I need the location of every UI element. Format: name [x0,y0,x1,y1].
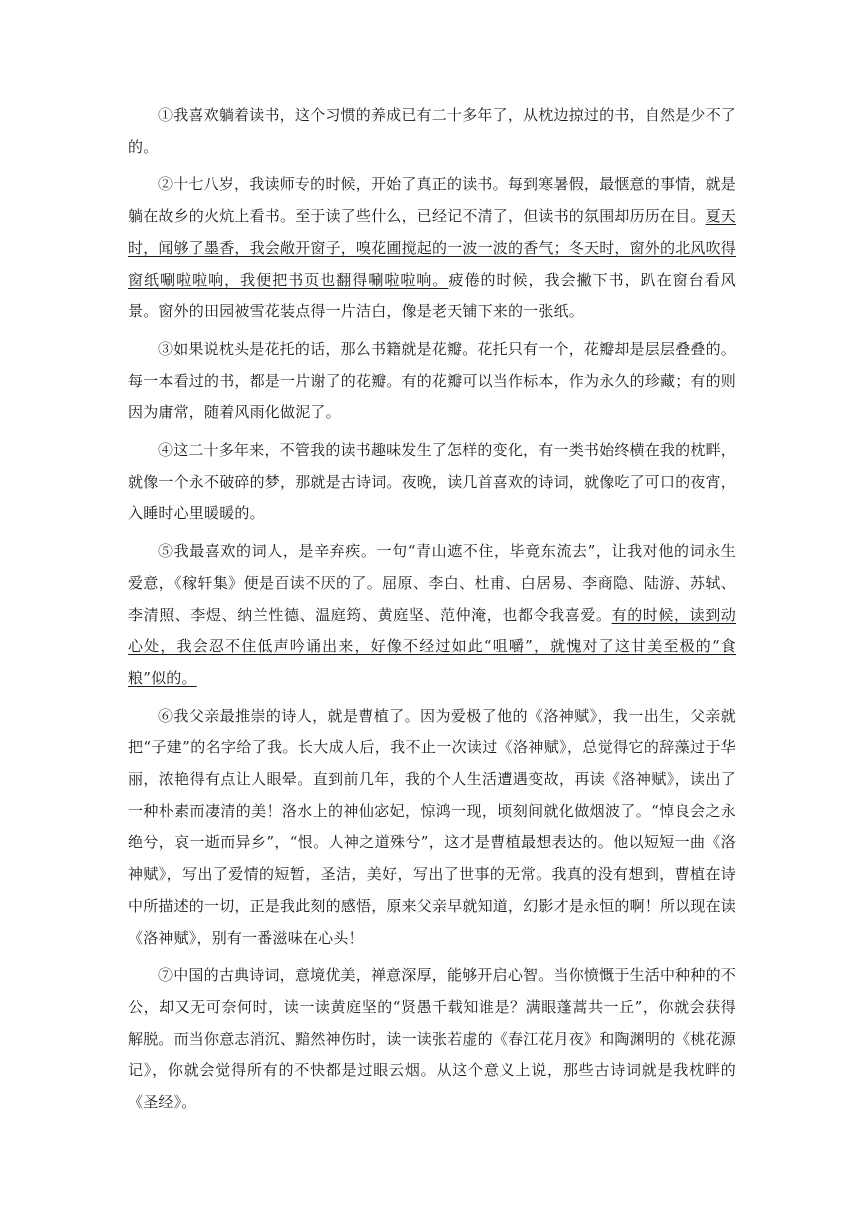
paragraph-text: ⑦中国的古典诗词，意境优美，禅意深厚，能够开启心智。当你愤慨于生活中种种的不公，却又无可奈何时，读一读黄庭坚的“贤愚千载知谁是？满眼蓬蒿共一丘”，你就会获得解脱。而当你意志消沉、黯然神伤时，读一读张若虚的《春江花月夜》和陶渊明的《桃花源记》，你就会觉得所有的不快都是过眼云烟。从这个意义上说，那些古诗词就是我枕畔的《圣经》。 [128,966,737,1112]
document-body [128,100,736,1125]
paragraph-6 [128,701,736,955]
underlined-sentence: 夏天时，闻够了墨香，我会敞开窗子，嗅花圃搅起的一波一波的香气；冬天时，窗外的北风吹得窗纸唰啦啦响，我便把书页也翻得唰啦啦响。 [128,207,737,289]
paragraph-text: ②十七八岁，我读师专的时候，开始了真正的读书。每到寒暑假，最惬意的事情，就是躺在故乡的火炕上看书。至于读了些什么，已经记不清了，但读书的氛围却历历在目。 [128,175,736,226]
paragraph-text: ③如果说枕头是花托的话，那么书籍就是花瓣。花托只有一个，花瓣却是层层叠叠的。每一本看过的书，都是一片谢了的花瓣。有的花瓣可以当作标本，作为永久的珍藏；有的则因为庸常，随着风雨化做泥了。 [128,339,737,422]
paragraph-5 [128,536,736,695]
paragraph-text: 疲倦的时候，我会撇下书，趴在窗台看风景。窗外的田园被雪花装点得一片洁白，像是老天铺下来的一张纸。 [128,270,736,321]
paragraph-7 [128,960,736,1119]
paragraph-text: ④这二十多年来，不管我的读书趣味发生了怎样的变化，有一类书始终横在我的枕畔，就像一个永不破碎的梦，那就是古诗词。夜晚，读几首喜欢的诗词，就像吃了可口的夜宵，入睡时心里暖暖的。 [128,441,737,523]
paragraph-text: ①我喜欢躺着读书，这个习惯的养成已有二十多年了，从枕边掠过的书，自然是少不了的。 [128,106,736,156]
paragraph-1 [128,100,736,163]
paragraph-text: ⑤我最喜欢的词人，是辛弃疾。一句“青山遮不住，毕竟东流去”，让我对他的词永生爱意，《稼轩集》便是百读不厌的了。屈原、李白、杜甫、白居易、李商隐、陆游、苏轼、李清照、李煜、纳兰性德、温庭筠、黄庭坚、范仲淹，也都令我喜爱。 [128,542,736,624]
underlined-sentence: 有的时候，读到动心处，我会忍不住低声吟诵出来，好像不经过如此“咀嚼”，就愧对了这甘美至极的“食粮”似的。 [128,605,736,687]
paragraph-text: ⑥我父亲最推崇的诗人，就是曹植了。因为爱极了他的《洛神赋》，我一出生，父亲就把“子建”的名字给了我。长大成人后，我不止一次读过《洛神赋》，总觉得它的辞藻过于华丽，浓艳得有点让人眼晕。直到前几年，我的个人生活遭遇变故，再读《洛神赋》，读出了一种朴素而凄清的美！洛水上的神仙宓妃，惊鸿一现，顷刻间就化做烟波了。“悼良会之永绝兮，哀一逝而异乡”，“恨。人神之道殊兮”，这才是曹植最想表达的。他以短短一曲《洛神赋》，写出了爱情的短暂，圣洁，美好，写出了世事的无常。我真的没有想到，曹植在诗中所描述的一切，正是我此刻的感悟，原来父亲早就知道，幻影才是永恒的啊！所以现在读《洛神赋》，别有一番滋味在心头！ [128,706,737,947]
paragraph-3 [128,334,736,429]
paragraph-4 [128,435,736,530]
paragraph-2 [128,169,736,328]
